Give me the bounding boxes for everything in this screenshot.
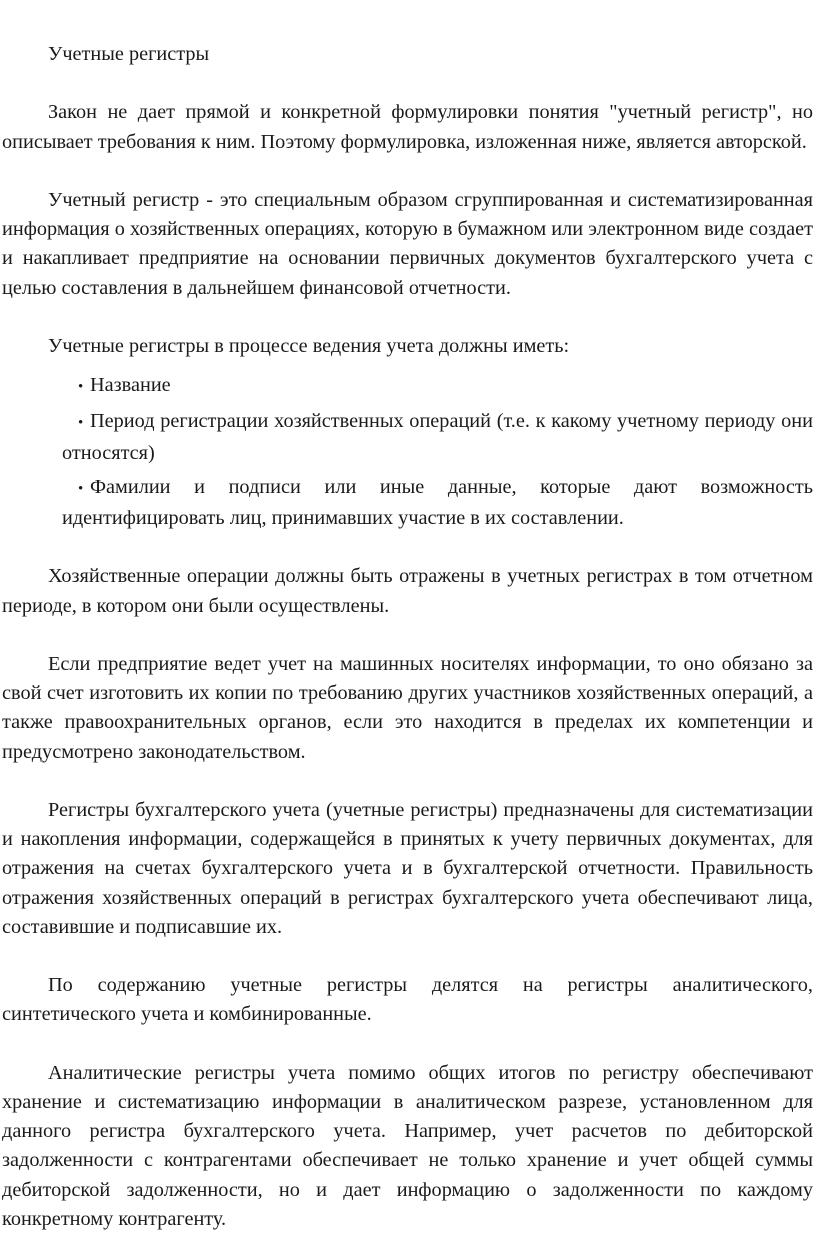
list-item-text: Фамилии и подписи или иные данные, которые дают возможность идентифицировать лиц, принимавших участие в их составлении.	[62, 475, 813, 529]
paragraph-intro: Закон не дает прямой и конкретной формулировки понятия "учетный регистр", но описывает требования к ним. Поэтому формулировка, изложенная ниже, является авторской.	[2, 101, 813, 153]
paragraph-requirements-lead: Учетные регистры в процессе ведения учета должны иметь:	[48, 334, 570, 357]
paragraph-registers-purpose: Регистры бухгалтерского учета (учетные регистры) предназначены для систематизации и накопления информации, содержащейся в принятых к учету первичных документах, для отражения на счетах бухгалтерского учета и в бухгалтерской отчетности. Правильность отражения хозяйственных операций в регистрах бухгалтерского учета обеспечивают лица, составившие и подписавшие их.	[2, 798, 813, 938]
paragraph-classification: По содержанию учетные регистры делятся на регистры аналитического, синтетического учета и комбинированные.	[2, 974, 813, 1026]
list-item: • Фамилии и подписи или иные данные, которые дают возможность идентифицировать лиц, принимавших участие в их составлении.	[62, 475, 813, 529]
spacer	[2, 767, 813, 796]
spacer	[2, 69, 813, 98]
paragraph-period: Хозяйственные операции должны быть отражены в учетных регистрах в том отчетном периоде, в котором они были осуществлены.	[2, 565, 813, 617]
spacer	[2, 361, 813, 371]
paragraph-analytical: Аналитические регистры учета помимо общих итогов по регистру обеспечивают хранение и систематизацию информации в аналитическом разрезе, установленном для данного регистра бухгалтерского учета. Например, учет расчетов по дебиторской задолженности с контрагентами обеспечивает не только хранение и учет общей суммы дебиторской задолженности, но и дает информацию о задолженности по каждому конкретному контрагенту.	[2, 1061, 813, 1230]
requirements-list	[2, 371, 813, 533]
list-item-text: Период регистрации хозяйственных операций (т.е. к какому учетному периоду они относятся)	[62, 410, 813, 464]
paragraph-machine-media: Если предприятие ведет учет на машинных носителях информации, то оно обязано за свой счет изготовить их копии по требованию других участников хозяйственных операций, а также правоохранительных органов, если это находится в пределах их компетенции и предусмотрено законодательством.	[2, 652, 813, 763]
list-item: • Название	[78, 374, 171, 397]
list-item-text: Название	[90, 374, 171, 397]
spacer	[2, 621, 813, 650]
list-item: • Период регистрации хозяйственных операций (т.е. к какому учетному периоду они относятся)	[62, 410, 813, 464]
spacer	[2, 157, 813, 186]
spacer	[2, 303, 813, 332]
page-title: Учетные регистры	[48, 43, 210, 65]
spacer	[2, 533, 813, 562]
paragraph-definition: Учетный регистр - это специальным образом сгруппированная и систематизированная информация о хозяйственных операциях, которую в бумажном или электронном виде создает и накапливает предприятие на основании первичных документов бухгалтерского учета с целью составления в дальнейшем финансовой отчетности.	[2, 188, 813, 299]
spacer	[2, 1030, 813, 1059]
spacer	[2, 942, 813, 971]
